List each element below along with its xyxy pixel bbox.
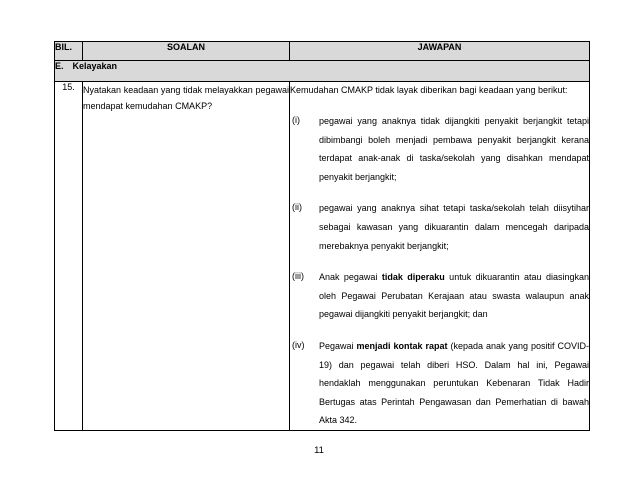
item-label: (iv) [292,339,305,350]
item-label: (iii) [292,271,304,282]
section-title: E. Kelayakan [55,61,590,82]
item-text-before: Pegawai [319,340,357,351]
table-row [55,82,590,431]
answer-item [290,112,589,186]
item-text [319,268,589,324]
item-text [319,337,589,430]
row-number: 15. [55,82,83,431]
item-text-after: untuk dikuarantin atau diasingkan oleh Pegawai Perubatan Kerajaan atau swasta walaupun anak pegawai dijangkiti penyakit berjangkit; dan [319,272,589,320]
item-text-bold: menjadi kontak rapat [356,340,448,351]
item-text-after: (kepada anak yang positif COVID-19) dan pegawai telah diberi HSO. Dalam hal ini, Pegawai hendaklah menggunakan peruntukan Kebenaran Tidak Hadir Bertugas atas Perintah Pengawasan dan Pemerhatian di bawah Akta 342. [319,340,589,426]
item-text-bold: tidak diperaku [381,272,445,283]
answer-item [290,337,589,430]
header-jawapan: JAWAPAN [290,42,590,61]
item-label: (ii) [292,202,302,213]
answer-cell [290,82,590,431]
item-label: (i) [292,115,300,125]
page-number: 11 [314,445,324,456]
faq-table [54,41,590,431]
answer-item [290,268,589,324]
item-text: pegawai yang anaknya tidak dijangkiti penyakit berjangkit tetapi dibimbangi boleh menjadi pembawa penyakit berjangkit kerana terdapat anak-anak di taska/sekolah yang disahkan mendapat penyakit berjangkit; [319,116,589,182]
answer-intro: Kemudahan CMAKP tidak layak diberikan bagi keadaan yang berikut: [290,85,568,95]
header-bil: BIL. [55,42,83,61]
header-soalan: SOALAN [83,42,290,61]
answer-item [290,199,589,255]
item-text-before: Anak pegawai [319,272,382,283]
header-row [55,42,590,61]
section-row [55,61,590,82]
question-text: Nyatakan keadaan yang tidak melayakkan pegawai mendapat kemudahan CMAKP? [83,82,290,431]
item-text: pegawai yang anaknya sihat tetapi taska/sekolah telah diisytihar sebagai kawasan yang dikuarantin dalam mencegah daripada merebaknya penyakit berjangkit; [319,203,589,251]
